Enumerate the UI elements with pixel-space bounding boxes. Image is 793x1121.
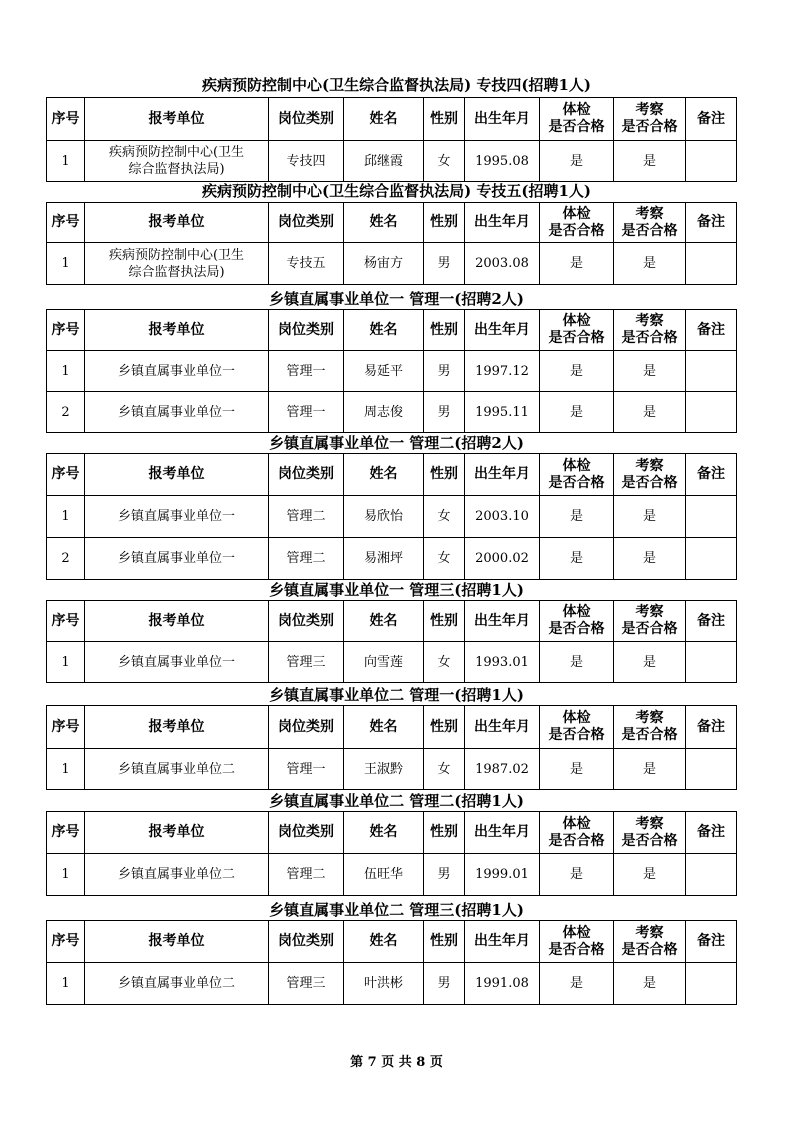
header-unit: 报考单位 xyxy=(85,601,269,642)
table-header-row xyxy=(47,310,737,351)
header-exam: 体检 是否合格 xyxy=(540,706,614,749)
cell-exam: 是 xyxy=(540,854,614,896)
cell-seq: 1 xyxy=(47,642,85,683)
section-title: 乡镇直属事业单位二 管理一(招聘1人) xyxy=(269,686,524,704)
cell-seq: 1 xyxy=(47,854,85,896)
cell-gender: 女 xyxy=(424,749,465,790)
header-inspect: 考察 是否合格 xyxy=(614,454,686,496)
header-seq: 序号 xyxy=(47,98,85,141)
cell-name: 向雪莲 xyxy=(344,642,424,683)
cell-name: 易湘坪 xyxy=(344,538,424,580)
cell-gender: 男 xyxy=(424,392,465,433)
cell-unit: 乡镇直属事业单位一 xyxy=(85,496,269,538)
header-birth: 出生年月 xyxy=(465,203,540,243)
header-birth: 出生年月 xyxy=(465,310,540,351)
header-seq: 序号 xyxy=(47,601,85,642)
table-row xyxy=(47,392,737,433)
cell-exam: 是 xyxy=(540,642,614,683)
header-unit: 报考单位 xyxy=(85,706,269,749)
cell-post: 管理二 xyxy=(269,496,344,538)
cell-name: 易延平 xyxy=(344,351,424,392)
cell-unit: 乡镇直属事业单位一 xyxy=(85,351,269,392)
header-post: 岗位类别 xyxy=(269,98,344,141)
results-table xyxy=(46,453,737,580)
cell-exam: 是 xyxy=(540,749,614,790)
header-name: 姓名 xyxy=(344,601,424,642)
table-row xyxy=(47,141,737,182)
header-gender: 性别 xyxy=(424,454,465,496)
table-row xyxy=(47,351,737,392)
cell-unit: 乡镇直属事业单位二 xyxy=(85,963,269,1005)
cell-seq: 2 xyxy=(47,538,85,580)
cell-unit: 乡镇直属事业单位二 xyxy=(85,854,269,896)
cell-name: 叶洪彬 xyxy=(344,963,424,1005)
cell-exam: 是 xyxy=(540,538,614,580)
table-header-row xyxy=(47,454,737,496)
cell-inspect: 是 xyxy=(614,854,686,896)
header-note: 备注 xyxy=(686,706,737,749)
cell-name: 周志俊 xyxy=(344,392,424,433)
cell-name: 伍旺华 xyxy=(344,854,424,896)
header-unit: 报考单位 xyxy=(85,812,269,854)
cell-birth: 1997.12 xyxy=(465,351,540,392)
header-birth: 出生年月 xyxy=(465,601,540,642)
cell-exam: 是 xyxy=(540,496,614,538)
header-unit: 报考单位 xyxy=(85,203,269,243)
section-title: 疾病预防控制中心(卫生综合监督执法局) 专技四(招聘1人) xyxy=(201,76,592,94)
table-header-row xyxy=(47,203,737,243)
cell-gender: 女 xyxy=(424,642,465,683)
cell-exam: 是 xyxy=(540,392,614,433)
table-header-row xyxy=(47,921,737,963)
header-gender: 性别 xyxy=(424,812,465,854)
cell-note xyxy=(686,243,737,285)
cell-exam: 是 xyxy=(540,141,614,182)
header-post: 岗位类别 xyxy=(269,601,344,642)
cell-seq: 2 xyxy=(47,392,85,433)
cell-post: 管理三 xyxy=(269,963,344,1005)
header-name: 姓名 xyxy=(344,98,424,141)
cell-unit: 乡镇直属事业单位一 xyxy=(85,392,269,433)
cell-note xyxy=(686,141,737,182)
cell-unit: 疾病预防控制中心(卫生综合监督执法局) xyxy=(85,141,269,182)
header-seq: 序号 xyxy=(47,812,85,854)
cell-inspect: 是 xyxy=(614,749,686,790)
results-table xyxy=(46,920,737,1005)
cell-name: 易欣怡 xyxy=(344,496,424,538)
header-gender: 性别 xyxy=(424,310,465,351)
header-inspect: 考察 是否合格 xyxy=(614,203,686,243)
cell-gender: 男 xyxy=(424,243,465,285)
header-note: 备注 xyxy=(686,454,737,496)
header-inspect: 考察 是否合格 xyxy=(614,812,686,854)
header-post: 岗位类别 xyxy=(269,454,344,496)
results-table xyxy=(46,202,737,285)
table-header-row xyxy=(47,601,737,642)
cell-note xyxy=(686,854,737,896)
cell-seq: 1 xyxy=(47,496,85,538)
section-title: 乡镇直属事业单位二 管理二(招聘1人) xyxy=(269,792,524,810)
cell-gender: 女 xyxy=(424,538,465,580)
section-title: 乡镇直属事业单位一 管理一(招聘2人) xyxy=(269,290,524,308)
cell-birth: 1987.02 xyxy=(465,749,540,790)
cell-name: 王淑黔 xyxy=(344,749,424,790)
header-post: 岗位类别 xyxy=(269,706,344,749)
header-exam: 体检 是否合格 xyxy=(540,310,614,351)
cell-seq: 1 xyxy=(47,351,85,392)
header-gender: 性别 xyxy=(424,98,465,141)
cell-birth: 2003.10 xyxy=(465,496,540,538)
header-birth: 出生年月 xyxy=(465,98,540,141)
header-seq: 序号 xyxy=(47,454,85,496)
header-seq: 序号 xyxy=(47,203,85,243)
header-exam: 体检 是否合格 xyxy=(540,454,614,496)
cell-name: 杨宙方 xyxy=(344,243,424,285)
table-row xyxy=(47,963,737,1005)
cell-post: 专技四 xyxy=(269,141,344,182)
header-note: 备注 xyxy=(686,601,737,642)
cell-birth: 1999.01 xyxy=(465,854,540,896)
cell-note xyxy=(686,496,737,538)
header-exam: 体检 是否合格 xyxy=(540,98,614,141)
header-birth: 出生年月 xyxy=(465,812,540,854)
cell-post: 管理一 xyxy=(269,351,344,392)
table-header-row xyxy=(47,812,737,854)
header-unit: 报考单位 xyxy=(85,310,269,351)
cell-seq: 1 xyxy=(47,749,85,790)
cell-post: 管理二 xyxy=(269,538,344,580)
header-note: 备注 xyxy=(686,921,737,963)
table-row xyxy=(47,749,737,790)
header-note: 备注 xyxy=(686,203,737,243)
cell-inspect: 是 xyxy=(614,351,686,392)
cell-note xyxy=(686,749,737,790)
cell-gender: 男 xyxy=(424,351,465,392)
cell-birth: 1995.08 xyxy=(465,141,540,182)
cell-inspect: 是 xyxy=(614,538,686,580)
page-footer: 第 7 页 共 8 页 xyxy=(350,1055,443,1070)
cell-name: 邱继霞 xyxy=(344,141,424,182)
results-table xyxy=(46,811,737,896)
header-gender: 性别 xyxy=(424,203,465,243)
header-inspect: 考察 是否合格 xyxy=(614,98,686,141)
header-unit: 报考单位 xyxy=(85,454,269,496)
header-post: 岗位类别 xyxy=(269,921,344,963)
header-birth: 出生年月 xyxy=(465,706,540,749)
cell-birth: 1991.08 xyxy=(465,963,540,1005)
header-unit: 报考单位 xyxy=(85,98,269,141)
cell-inspect: 是 xyxy=(614,243,686,285)
cell-inspect: 是 xyxy=(614,642,686,683)
table-header-row xyxy=(47,706,737,749)
header-gender: 性别 xyxy=(424,921,465,963)
cell-note xyxy=(686,642,737,683)
section-title: 乡镇直属事业单位二 管理三(招聘1人) xyxy=(269,901,524,919)
cell-seq: 1 xyxy=(47,243,85,285)
cell-unit: 疾病预防控制中心(卫生综合监督执法局) xyxy=(85,243,269,285)
header-post: 岗位类别 xyxy=(269,812,344,854)
table-row xyxy=(47,642,737,683)
cell-birth: 1995.11 xyxy=(465,392,540,433)
header-seq: 序号 xyxy=(47,706,85,749)
section-title: 乡镇直属事业单位一 管理二(招聘2人) xyxy=(269,434,524,452)
table-row xyxy=(47,243,737,285)
cell-post: 管理一 xyxy=(269,392,344,433)
header-inspect: 考察 是否合格 xyxy=(614,921,686,963)
header-name: 姓名 xyxy=(344,454,424,496)
header-name: 姓名 xyxy=(344,310,424,351)
cell-gender: 男 xyxy=(424,963,465,1005)
cell-inspect: 是 xyxy=(614,141,686,182)
cell-seq: 1 xyxy=(47,141,85,182)
cell-post: 管理一 xyxy=(269,749,344,790)
cell-exam: 是 xyxy=(540,963,614,1005)
cell-note xyxy=(686,351,737,392)
header-exam: 体检 是否合格 xyxy=(540,921,614,963)
header-birth: 出生年月 xyxy=(465,921,540,963)
header-name: 姓名 xyxy=(344,812,424,854)
section-title: 乡镇直属事业单位一 管理三(招聘1人) xyxy=(269,581,524,599)
header-post: 岗位类别 xyxy=(269,310,344,351)
cell-birth: 2000.02 xyxy=(465,538,540,580)
cell-gender: 女 xyxy=(424,141,465,182)
header-inspect: 考察 是否合格 xyxy=(614,601,686,642)
header-inspect: 考察 是否合格 xyxy=(614,310,686,351)
header-seq: 序号 xyxy=(47,921,85,963)
cell-unit: 乡镇直属事业单位二 xyxy=(85,749,269,790)
cell-note xyxy=(686,963,737,1005)
cell-inspect: 是 xyxy=(614,963,686,1005)
results-table xyxy=(46,705,737,790)
header-note: 备注 xyxy=(686,812,737,854)
cell-inspect: 是 xyxy=(614,496,686,538)
results-table xyxy=(46,97,737,182)
cell-gender: 男 xyxy=(424,854,465,896)
cell-note xyxy=(686,538,737,580)
cell-birth: 1993.01 xyxy=(465,642,540,683)
header-birth: 出生年月 xyxy=(465,454,540,496)
cell-unit: 乡镇直属事业单位一 xyxy=(85,538,269,580)
results-table xyxy=(46,309,737,433)
header-note: 备注 xyxy=(686,98,737,141)
cell-inspect: 是 xyxy=(614,392,686,433)
header-name: 姓名 xyxy=(344,921,424,963)
table-row xyxy=(47,538,737,580)
header-seq: 序号 xyxy=(47,310,85,351)
section-title: 疾病预防控制中心(卫生综合监督执法局) 专技五(招聘1人) xyxy=(201,182,592,200)
header-unit: 报考单位 xyxy=(85,921,269,963)
cell-exam: 是 xyxy=(540,351,614,392)
cell-note xyxy=(686,392,737,433)
header-exam: 体检 是否合格 xyxy=(540,203,614,243)
header-gender: 性别 xyxy=(424,706,465,749)
cell-unit: 乡镇直属事业单位一 xyxy=(85,642,269,683)
header-exam: 体检 是否合格 xyxy=(540,601,614,642)
table-row xyxy=(47,496,737,538)
cell-post: 管理三 xyxy=(269,642,344,683)
cell-gender: 女 xyxy=(424,496,465,538)
header-post: 岗位类别 xyxy=(269,203,344,243)
header-inspect: 考察 是否合格 xyxy=(614,706,686,749)
table-header-row xyxy=(47,98,737,141)
cell-birth: 2003.08 xyxy=(465,243,540,285)
header-name: 姓名 xyxy=(344,203,424,243)
header-exam: 体检 是否合格 xyxy=(540,812,614,854)
table-row xyxy=(47,854,737,896)
cell-post: 专技五 xyxy=(269,243,344,285)
cell-seq: 1 xyxy=(47,963,85,1005)
header-name: 姓名 xyxy=(344,706,424,749)
results-table xyxy=(46,600,737,683)
header-note: 备注 xyxy=(686,310,737,351)
cell-post: 管理二 xyxy=(269,854,344,896)
cell-exam: 是 xyxy=(540,243,614,285)
header-gender: 性别 xyxy=(424,601,465,642)
